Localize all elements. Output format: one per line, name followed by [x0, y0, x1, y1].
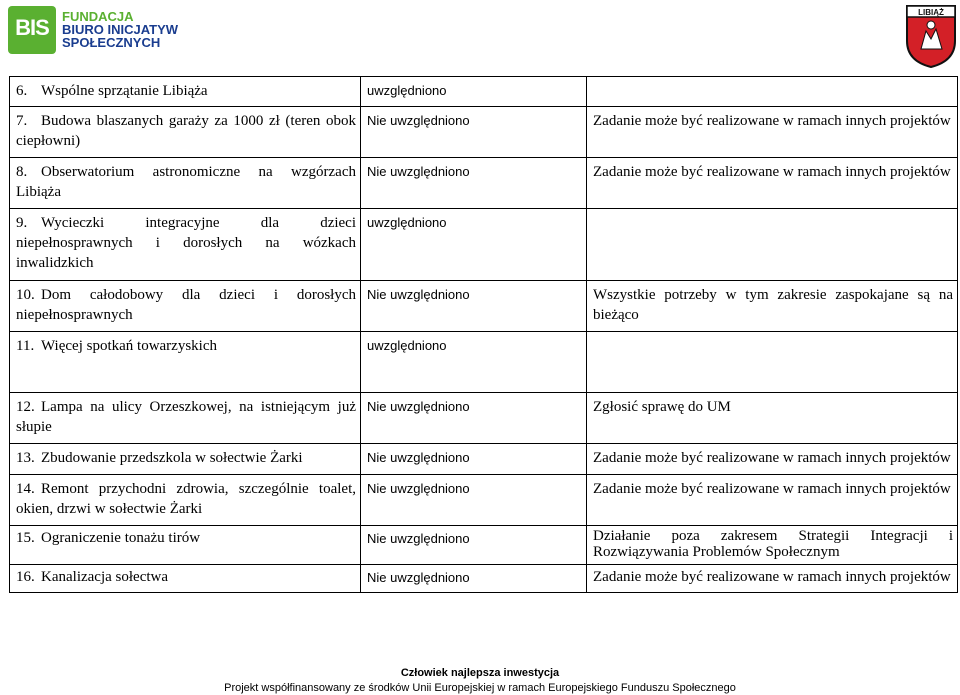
status-cell: Nie uwzględniono — [361, 393, 587, 444]
comment-cell: Działanie poza zakresem Strategii Integracji i Rozwiązywania Problemów Społecznym — [587, 526, 958, 565]
table-row — [10, 281, 958, 332]
row-number: 13. — [16, 450, 35, 466]
task-text: Zbudowanie przedszkola w sołectwie Żarki — [41, 450, 303, 466]
libiaz-crest-icon — [904, 3, 958, 69]
comment-cell: Zadanie może być realizowane w ramach innych projektów — [587, 107, 958, 158]
task-text: Budowa blaszanych garaży za 1000 zł (teren obok ciepłowni) — [16, 113, 356, 149]
row-number: 14. — [16, 481, 35, 497]
table-row — [10, 209, 958, 281]
table-row — [10, 565, 958, 593]
task-text: Ograniczenie tonażu tirów — [41, 530, 201, 546]
status-cell: uwzględniono — [361, 77, 587, 107]
task-text: Kanalizacja sołectwa — [41, 569, 169, 585]
table-row — [10, 526, 958, 565]
bis-logo-letters: BIS — [15, 15, 49, 40]
table-row — [10, 77, 958, 107]
row-number: 16. — [16, 569, 35, 585]
task-cell — [10, 393, 361, 444]
task-cell — [10, 565, 361, 593]
foundation-name — [62, 10, 178, 49]
task-text: Obserwatorium astronomiczne na wzgórzach Libiąża — [16, 164, 356, 200]
row-number: 11. — [16, 338, 35, 354]
task-cell — [10, 444, 361, 475]
foundation-name-line-3: SPOŁECZNYCH — [62, 35, 161, 50]
status-cell: Nie uwzględniono — [361, 158, 587, 209]
task-cell — [10, 209, 361, 281]
row-number: 7. — [16, 113, 28, 129]
comment-cell — [587, 332, 958, 393]
task-cell — [10, 107, 361, 158]
comment-cell — [587, 209, 958, 281]
table-row — [10, 158, 958, 209]
task-text: Wspólne sprzątanie Libiąża — [41, 83, 208, 99]
task-text: Dom całodobowy dla dzieci i dorosłych niepełnosprawnych — [16, 287, 356, 323]
tasks-table — [9, 76, 958, 593]
task-cell — [10, 475, 361, 526]
row-number: 12. — [16, 399, 35, 415]
row-number: 8. — [16, 164, 28, 180]
comment-cell: Zadanie może być realizowane w ramach innych projektów — [587, 475, 958, 526]
row-number: 10. — [16, 287, 35, 303]
task-text: Wycieczki integracyjne dla dzieci niepełnosprawnych i dorosłych na wózkach inwalidzkich — [16, 215, 356, 271]
task-text: Lampa na ulicy Orzeszkowej, na istniejącym już słupie — [16, 399, 356, 435]
status-cell: uwzględniono — [361, 332, 587, 393]
status-cell: Nie uwzględniono — [361, 526, 587, 565]
bis-logo — [8, 6, 56, 54]
status-cell: Nie uwzględniono — [361, 475, 587, 526]
crest-caption: LIBIĄŻ — [918, 8, 944, 17]
task-cell — [10, 332, 361, 393]
foundation-name-line-1: FUNDACJA — [62, 9, 134, 24]
task-cell — [10, 77, 361, 107]
status-cell: Nie uwzględniono — [361, 107, 587, 158]
comment-cell: Zadanie może być realizowane w ramach innych projektów — [587, 444, 958, 475]
status-cell: Nie uwzględniono — [361, 281, 587, 332]
footer-slogan: Człowiek najlepsza inwestycja — [400, 667, 560, 679]
table-row — [10, 332, 958, 393]
comment-cell — [587, 77, 958, 107]
comment-cell: Wszystkie potrzeby w tym zakresie zaspokajane są na bieżąco — [587, 281, 958, 332]
task-cell — [10, 158, 361, 209]
task-cell — [10, 526, 361, 565]
comment-cell: Zadanie może być realizowane w ramach innych projektów — [587, 158, 958, 209]
table-row — [10, 393, 958, 444]
task-text: Remont przychodni zdrowia, szczególnie toalet, okien, drzwi w sołectwie Żarki — [16, 481, 356, 517]
table-row — [10, 444, 958, 475]
footer-funding-note: Projekt współfinansowany ze środków Unii Europejskiej w ramach Europejskiego Funduszu Społecznego — [224, 682, 736, 694]
status-cell: uwzględniono — [361, 209, 587, 281]
row-number: 6. — [16, 83, 28, 99]
task-text: Więcej spotkań towarzyskich — [41, 338, 218, 354]
row-number: 9. — [16, 215, 28, 231]
comment-cell: Zadanie może być realizowane w ramach innych projektów — [587, 565, 958, 593]
status-cell: Nie uwzględniono — [361, 444, 587, 475]
table-row — [10, 107, 958, 158]
table-row — [10, 475, 958, 526]
comment-cell: Zgłosić sprawę do UM — [587, 393, 958, 444]
task-cell — [10, 281, 361, 332]
status-cell: Nie uwzględniono — [361, 565, 587, 593]
foundation-name-line-2: BIURO INICJATYW — [62, 22, 179, 37]
row-number: 15. — [16, 530, 35, 546]
